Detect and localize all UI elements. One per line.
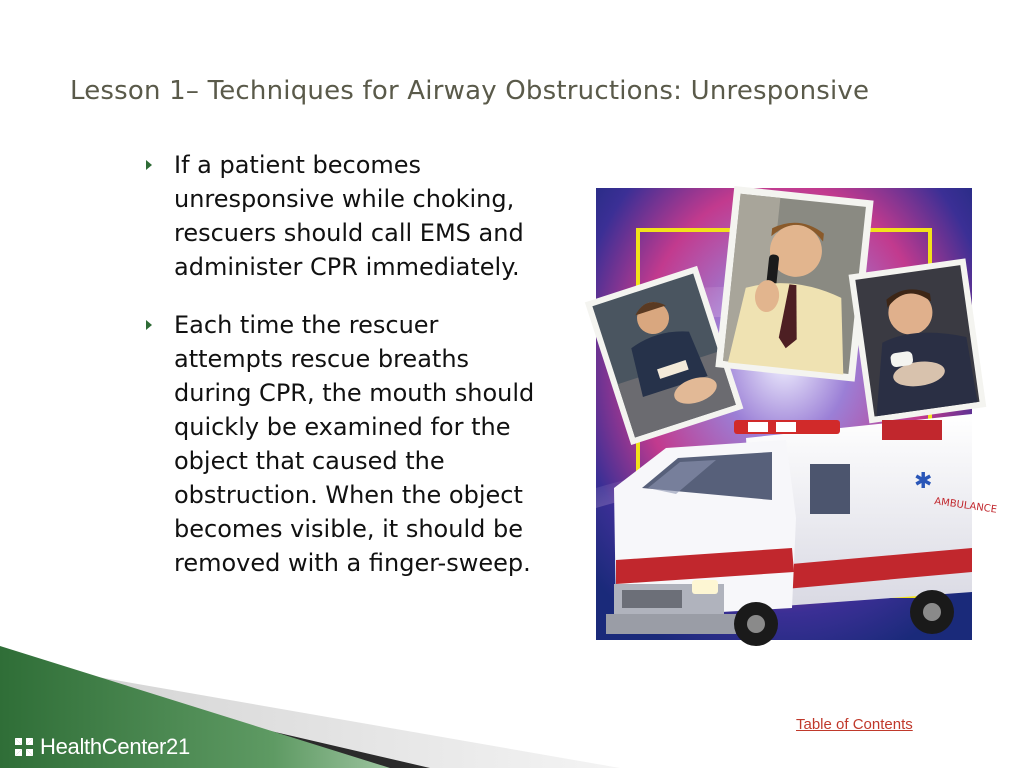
bullet-arrow-icon	[146, 160, 152, 170]
logo-mark-icon	[14, 737, 34, 757]
slide-title: Lesson 1– Techniques for Airway Obstructions: Unresponsive	[70, 76, 870, 106]
bullet-text: If a patient becomes unresponsive while choking, rescuers should call EMS and administer CPR immediately.	[174, 151, 524, 281]
bullet-arrow-icon	[146, 320, 152, 330]
bullet-text: Each time the rescuer attempts rescue breaths during CPR, the mouth should quickly be examined for the object that caused the obstruction. When the object becomes visible, it should be removed with a finger-sweep.	[174, 311, 535, 577]
healthcenter21-logo	[14, 734, 190, 760]
bullet-list	[144, 148, 544, 604]
bullet-item	[144, 308, 544, 580]
emergency-response-photo	[596, 188, 998, 640]
table-of-contents-link[interactable]: Table of Contents	[796, 716, 913, 733]
svg-text:✱: ✱	[914, 469, 933, 494]
bullet-item	[144, 148, 544, 284]
logo-text: HealthCenter21	[40, 734, 190, 759]
ambulance-text: AMBULANCE	[933, 496, 998, 516]
